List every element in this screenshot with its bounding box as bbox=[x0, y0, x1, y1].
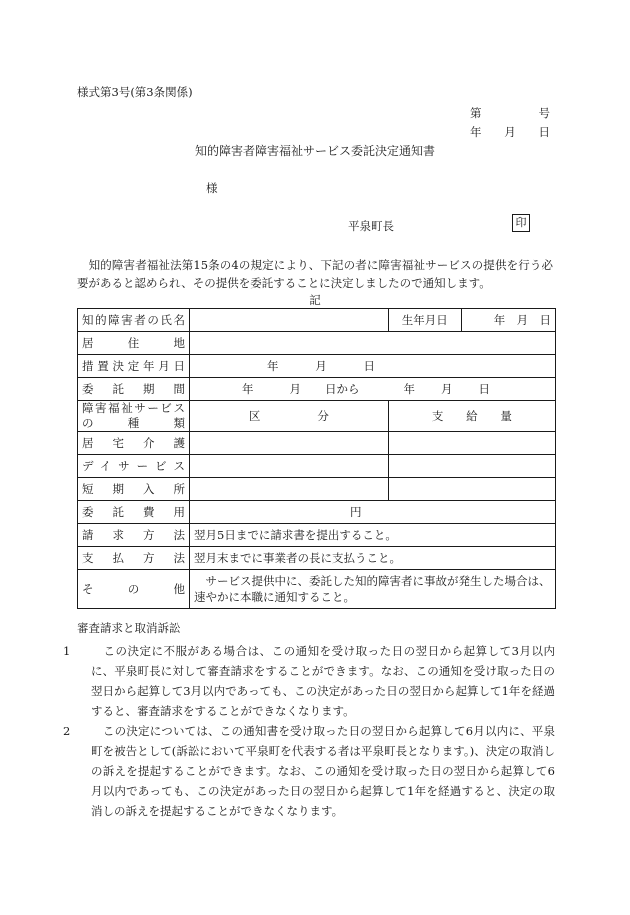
appeal-heading: 審査請求と取消訴訟 bbox=[77, 621, 181, 635]
period-to-year: 年 bbox=[403, 382, 415, 396]
period-from-month: 月 bbox=[289, 382, 301, 396]
service-row-label: 短期入所 bbox=[78, 478, 190, 501]
appeal-list bbox=[63, 641, 556, 821]
service-row-label: デイサービス bbox=[78, 455, 190, 478]
table-row bbox=[78, 455, 556, 478]
service-type-label-line1: 障害福祉サービス bbox=[82, 401, 185, 415]
table-row bbox=[78, 401, 556, 432]
appeal-item-number: 2 bbox=[63, 724, 71, 738]
day-label: 日 bbox=[538, 125, 550, 139]
other-value bbox=[190, 570, 556, 609]
service-type-label bbox=[78, 401, 190, 432]
address-value bbox=[190, 332, 556, 355]
issuer-name: 平泉町長 bbox=[348, 219, 394, 233]
appeal-item-text: この決定に不服がある場合は、この通知を受け取った日の翌日から起算して3月以内に、平泉町長に対して審査請求をすることができます。なお、この通知を受け取った日の翌日から起算して3月以内であっても、この決定があった日の翌日から起算して1年を経過すると、審査請求をすることができなくなります。 bbox=[91, 644, 556, 718]
birth-month: 月 bbox=[516, 313, 529, 327]
yen-label: 円 bbox=[350, 505, 362, 519]
appeal-item-number: 1 bbox=[63, 644, 71, 658]
service-row-supply bbox=[388, 455, 555, 478]
cost-value bbox=[190, 501, 556, 524]
payment-label: 支払方法 bbox=[78, 547, 190, 570]
go-label: 号 bbox=[538, 106, 550, 120]
service-row-division bbox=[190, 455, 389, 478]
service-row-supply bbox=[388, 432, 555, 455]
decision-year: 年 bbox=[267, 359, 279, 373]
name-label: 知的障害者の氏名 bbox=[78, 309, 190, 332]
appeal-item-2 bbox=[63, 721, 555, 821]
decision-month: 月 bbox=[315, 359, 327, 373]
dai-label: 第 bbox=[470, 106, 482, 120]
service-row-supply bbox=[388, 478, 555, 501]
table-row bbox=[78, 501, 556, 524]
table-row bbox=[78, 432, 556, 455]
decision-date-label: 措置決定年月日 bbox=[78, 355, 190, 378]
birth-day: 日 bbox=[539, 313, 551, 327]
period-from-suffix: 日から bbox=[325, 382, 360, 396]
period-to-day: 日 bbox=[478, 382, 490, 396]
year-label: 年 bbox=[470, 125, 482, 139]
document-title: 知的障害者障害福祉サービス委託決定通知書 bbox=[194, 144, 435, 158]
table-row bbox=[78, 309, 556, 332]
service-row-division bbox=[190, 432, 389, 455]
name-value bbox=[190, 309, 389, 332]
service-row-division bbox=[190, 478, 389, 501]
table-row bbox=[78, 378, 556, 401]
cost-label: 委託費用 bbox=[78, 501, 190, 524]
other-label: その他 bbox=[78, 570, 190, 609]
supply-header: 支 給 量 bbox=[388, 401, 555, 432]
document-number-line bbox=[470, 105, 550, 121]
billing-label: 請求方法 bbox=[78, 524, 190, 547]
birth-year: 年 bbox=[493, 313, 506, 327]
decision-day: 日 bbox=[363, 359, 375, 373]
table-row bbox=[78, 355, 556, 378]
period-value bbox=[190, 378, 556, 401]
body-text-content: 知的障害者福祉法第15条の4の規定により、下記の者に障害福祉サービスの提供を行う必要があると認められ、その提供を委託することに決定しましたので通知します。 bbox=[77, 258, 553, 290]
issue-date-line bbox=[470, 124, 550, 140]
billing-value: 翌月5日までに請求書を提出すること。 bbox=[190, 524, 556, 547]
appeal-item-text: この決定については、この通知書を受け取った日の翌日から起算して6月以内に、平泉町を被告として(訴訟において平泉町を代表する者は平泉町長となります。)、決定の取消しの訴えを提起することができます。なお、この通知を受け取った日の翌日から起算して6月以内であっても、この決定があった日の翌日から起算して1年を経過すると、決定の取消しの訴えを提起することができなくなります。 bbox=[91, 724, 555, 818]
table-row bbox=[78, 570, 556, 609]
birth-value bbox=[461, 309, 555, 332]
table-row bbox=[78, 478, 556, 501]
decision-table bbox=[77, 308, 556, 609]
payment-value: 翌月末までに事業者の長に支払うこと。 bbox=[190, 547, 556, 570]
service-row-label: 居宅介護 bbox=[78, 432, 190, 455]
birth-label: 生年月日 bbox=[388, 309, 461, 332]
table-row bbox=[78, 547, 556, 570]
ki-mark: 記 bbox=[309, 293, 321, 307]
addressee-suffix: 様 bbox=[206, 181, 218, 195]
table-row bbox=[78, 524, 556, 547]
decision-date-value bbox=[190, 355, 556, 378]
division-header: 区 分 bbox=[190, 401, 389, 432]
period-to-month: 月 bbox=[441, 382, 453, 396]
seal-mark: 印 bbox=[512, 214, 530, 232]
month-label: 月 bbox=[504, 125, 516, 139]
service-type-label-line2: の種類 bbox=[82, 416, 185, 430]
period-label: 委託期間 bbox=[78, 378, 190, 401]
address-label: 居住地 bbox=[78, 332, 190, 355]
appeal-item-1 bbox=[63, 641, 556, 721]
period-from-year: 年 bbox=[242, 382, 254, 396]
other-value-text: サービス提供中に、委託した知的障害者に事故が発生した場合は、速やかに本職に通知すること。 bbox=[194, 574, 551, 604]
form-number: 様式第3号(第3条関係) bbox=[77, 85, 193, 99]
table-row bbox=[78, 332, 556, 355]
body-text bbox=[77, 256, 553, 292]
